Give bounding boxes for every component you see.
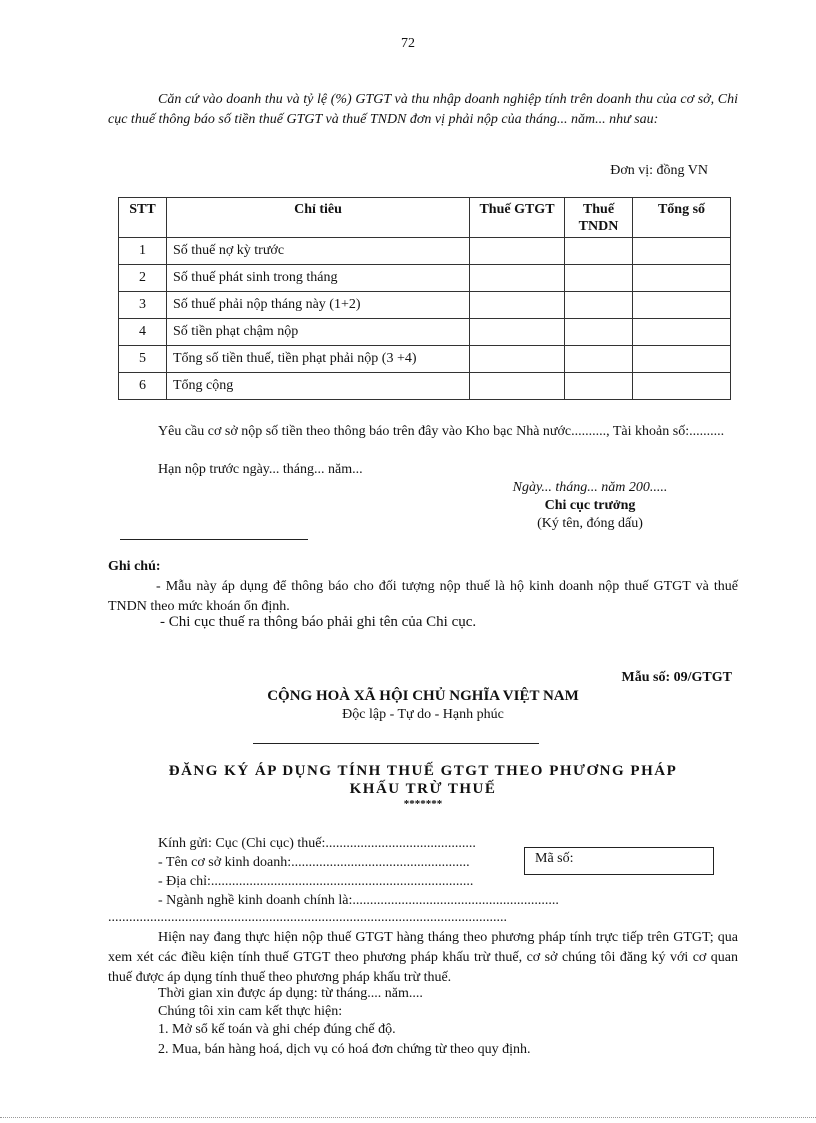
table-row — [119, 238, 731, 265]
row-cit-cell — [565, 346, 633, 373]
payment-request: Yêu cầu cơ sở nộp số tiền theo thông báo trên đây vào Kho bạc Nhà nước.........., Tài khoản số:.......... — [158, 424, 725, 439]
header-indicator: Chỉ tiêu — [167, 198, 470, 238]
unit-label: Đơn vị: đồng VN — [610, 163, 708, 178]
row-vat-cell — [470, 292, 565, 319]
header-total: Tổng số — [633, 198, 731, 238]
row-total-cell — [633, 265, 731, 292]
row-label: Số thuế phát sinh trong tháng — [167, 265, 470, 292]
notes-title: Ghi chú: — [108, 559, 161, 574]
row-stt: 3 — [119, 292, 167, 319]
row-total-cell — [633, 373, 731, 400]
table-header-row — [119, 198, 731, 238]
row-vat-cell — [470, 373, 565, 400]
form-motto: Độc lập - Tự do - Hạnh phúc — [342, 707, 504, 722]
row-stt: 4 — [119, 319, 167, 346]
table-row — [119, 346, 731, 373]
signature-date: Ngày... tháng... năm 200..... — [512, 480, 668, 495]
row-cit-cell — [565, 373, 633, 400]
row-stt: 6 — [119, 373, 167, 400]
form-commit: Chúng tôi xin cam kết thực hiện: — [158, 1004, 343, 1019]
row-total-cell — [633, 292, 731, 319]
form-commit-2: 2. Mua, bán hàng hoá, dịch vụ có hoá đơn chứng từ theo quy định. — [158, 1042, 531, 1057]
page-bottom-border — [0, 1117, 816, 1118]
form-period: Thời gian xin được áp dụng: từ tháng.... năm.... — [158, 986, 423, 1001]
notes-line-2: - Chi cục thuế ra thông báo phải ghi tên của Chi cục. — [160, 614, 477, 630]
tax-code-label: Mã số: — [535, 851, 574, 866]
form-title-line-1: ĐĂNG KÝ ÁP DỤNG TÍNH THUẾ GTGT THEO PHƯƠNG PHÁP — [168, 763, 678, 779]
row-vat-cell — [470, 265, 565, 292]
header-stt: STT — [119, 198, 167, 238]
notes-line-1: - Mẫu này áp dụng để thông báo cho đối tượng nộp thuế là hộ kinh doanh nộp thuế GTGT và thuế TNDN theo mức khoán ổn định. — [108, 579, 738, 614]
row-label: Tổng cộng — [167, 373, 470, 400]
form-nation: CỘNG HOÀ XÃ HỘI CHỦ NGHĨA VIỆT NAM — [267, 688, 579, 704]
form-title-line-2: KHẤU TRỪ THUẾ — [349, 781, 497, 797]
form-body: Hiện nay đang thực hiện nộp thuế GTGT hàng tháng theo phương pháp tính trực tiếp trên GTGT; qua xem xét các điều kiện tính thuế GTGT theo phương pháp khấu trừ thuế, cơ sở chúng tôi đăng ký với cơ quan thuế được áp dụng tính thuế theo phương pháp khấu trừ thuế. — [108, 930, 738, 985]
form-business-line: - Ngành nghề kinh doanh chính là:........................................................... — [158, 893, 559, 908]
tax-code-box — [524, 847, 714, 875]
row-vat-cell — [470, 346, 565, 373]
signature-title: Chi cục trưởng — [544, 498, 636, 513]
form-stars: ******* — [403, 798, 443, 810]
page-number: 72 — [401, 36, 415, 51]
table-row — [119, 265, 731, 292]
row-cit-cell — [565, 292, 633, 319]
form-commit-1: 1. Mở sổ kế toán và ghi chép đúng chế độ. — [158, 1022, 396, 1037]
divider-line — [120, 539, 308, 540]
form-business-name: - Tên cơ sở kinh doanh:................................................... — [158, 855, 470, 870]
form-recipient: Kính gửi: Cục (Chi cục) thuế:........................................... — [158, 836, 476, 851]
row-vat-cell — [470, 319, 565, 346]
row-label: Số tiền phạt chậm nộp — [167, 319, 470, 346]
row-label: Tổng số tiền thuế, tiền phạt phải nộp (3 +4) — [167, 346, 470, 373]
header-vat: Thuế GTGT — [470, 198, 565, 238]
table-row — [119, 373, 731, 400]
row-stt: 1 — [119, 238, 167, 265]
motto-underline — [253, 743, 539, 744]
form-dotted-line: .................................................................................................................. — [108, 910, 507, 925]
tax-table — [118, 197, 731, 400]
row-label: Số thuế nợ kỳ trước — [167, 238, 470, 265]
form-number: Mẫu số: 09/GTGT — [621, 670, 732, 685]
row-cit-cell — [565, 238, 633, 265]
payment-deadline: Hạn nộp trước ngày... tháng... năm... — [158, 462, 363, 477]
row-vat-cell — [470, 238, 565, 265]
row-stt: 2 — [119, 265, 167, 292]
table-row — [119, 292, 731, 319]
signature-note: (Ký tên, đóng dấu) — [537, 516, 643, 531]
row-cit-cell — [565, 265, 633, 292]
row-stt: 5 — [119, 346, 167, 373]
table-row — [119, 319, 731, 346]
row-total-cell — [633, 346, 731, 373]
row-label: Số thuế phải nộp tháng này (1+2) — [167, 292, 470, 319]
form-address: - Địa chỉ:........................................................................... — [158, 874, 474, 889]
row-cit-cell — [565, 319, 633, 346]
intro-paragraph: Căn cứ vào doanh thu và tỷ lệ (%) GTGT và thu nhập doanh nghiệp tính trên doanh thu của cơ sở, Chi cục thuế thông báo số tiền thuế GTGT và thuế TNDN đơn vị phải nộp của tháng... năm... như sau: — [108, 92, 738, 127]
row-total-cell — [633, 238, 731, 265]
row-total-cell — [633, 319, 731, 346]
header-cit: Thuế TNDN — [565, 198, 633, 238]
